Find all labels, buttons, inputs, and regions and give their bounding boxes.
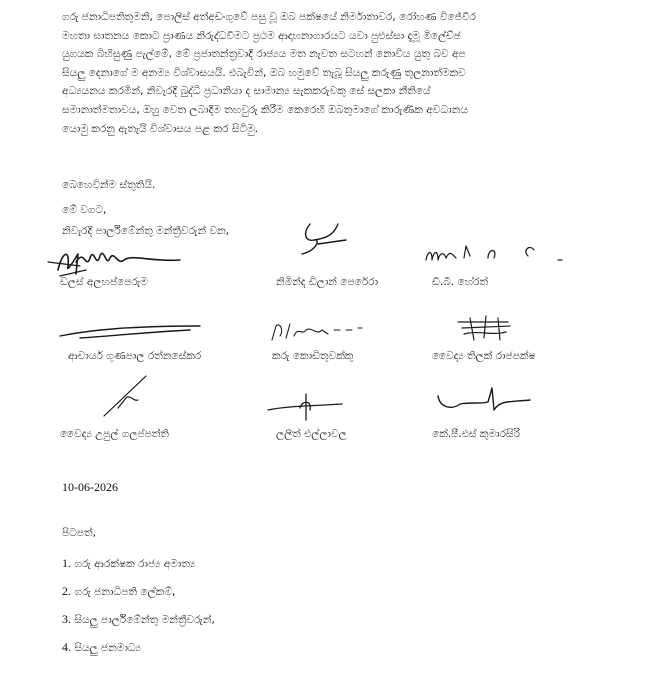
- sender-text: මේ වගට,: [62, 204, 107, 216]
- paragraph-line: සියලු දෙනාගේ ම අනම්‍ය විශ්වාසයයි. එබැවින්, ඔබ හමුවේ තැබූ සියලු කරුණු තුලනාත්මකව: [62, 66, 466, 79]
- letter-date: 10-06-2026: [62, 480, 118, 494]
- copy-number: 4.: [62, 640, 71, 654]
- signatories-label: නිවැරදි පාර්ලිමේන්තු මන්ත්‍රීවරුන් වන,: [62, 225, 230, 237]
- signatory-name: කේ.පී.එස් කුමාරසිරි: [432, 428, 520, 440]
- signatory-name: ඩලස් අලහප්පෙරුම: [60, 276, 148, 288]
- paragraph-line: අධ්‍යයනය කරමින්, නිවැරදි බුද්ධි ප්‍රධානියා ද සාමාන්‍ය සැකකරුවකු සේ සලකා නීතියේ: [62, 85, 431, 98]
- signatory-name: ඩී.බී. හේරත්: [432, 276, 489, 288]
- copy-recipient: ගරු ජනාධිපති ලේකම්,: [74, 586, 176, 598]
- signature-7: [96, 372, 166, 422]
- signature-1: [40, 240, 190, 280]
- paragraph-line: යොමු කරනු ඇතැයි විශ්වාසය පළ කර සිටිමු.: [62, 122, 259, 135]
- paragraph-line: මහතා ඝාතනය කොට ප්‍රාණය නිරුද්ධවීමට ප්‍රථම ආදාහනාගාරයට යවා පුළුස්සා දැමූ මිලේච්ඡ: [62, 29, 461, 42]
- signature-3: [418, 238, 588, 268]
- signatory-name: කරු කොඩිතුවක්කු: [272, 350, 354, 362]
- signature-5: [262, 316, 382, 346]
- copy-item: [62, 584, 175, 599]
- signatory-name: වෛද්‍ය තිලක් රාජපක්ෂ: [432, 350, 536, 362]
- copy-recipient: සියලු ජනමාධ්‍ය: [74, 642, 142, 654]
- copies-label: පිටපත්,: [62, 527, 96, 539]
- signatory-name: නිමින්ද ඩිලාන් පෙරේරා: [276, 276, 379, 288]
- letter-body-paragraph: [62, 8, 618, 138]
- copy-item: [62, 640, 141, 655]
- copy-item: [62, 556, 195, 571]
- signatory-name: ලලිත් එල්ලාවල: [276, 428, 347, 440]
- paragraph-line: සමානාත්මතාවය, ඔහු වෙත ලබාදීම තහවුරු කිරීම කෙරෙහි ඔබතුමාගේ කාරුණික අවධානය: [62, 103, 468, 116]
- paragraph-line: යුගයක බිහිසුණු පැල්මේ, මේ ප්‍රජාතන්ත්‍රවාදී රාජ්‍යය මත නැවත සටහන් නොවිය යුතු බව අප: [62, 48, 466, 61]
- signature-4: [50, 316, 210, 346]
- signatory-name: වෛද්‍ය උපුල් ගලප්පත්ති: [60, 428, 169, 440]
- copy-recipient: සියලු පාර්ලිමේන්තු මන්ත්‍රීවරුන්,: [74, 614, 215, 626]
- signature-8: [262, 390, 352, 424]
- signature-6: [448, 310, 528, 346]
- copy-number: 3.: [62, 612, 71, 626]
- copy-number: 1.: [62, 556, 71, 570]
- copy-number: 2.: [62, 584, 71, 598]
- copy-item: [62, 612, 215, 627]
- signature-2: [288, 214, 368, 262]
- closing-text: බෙහෙවින්ම ස්තුතියි.: [62, 179, 156, 191]
- paragraph-line: ගරු ජනාධිපතිතුමනි, පොලිස් අත්අඩංගුවේ පසු වූ ඔබ පක්ෂයේ නිර්මාතාවර, රෝහණ විජේවීර: [62, 11, 476, 23]
- copy-recipient: ගරු ආරක්ෂක රාජ්‍ය අමාත්‍ය: [74, 558, 196, 570]
- signatory-name: ආචාර්ය ගුණපාල රත්නසේකර: [68, 350, 202, 362]
- signature-9: [430, 382, 540, 422]
